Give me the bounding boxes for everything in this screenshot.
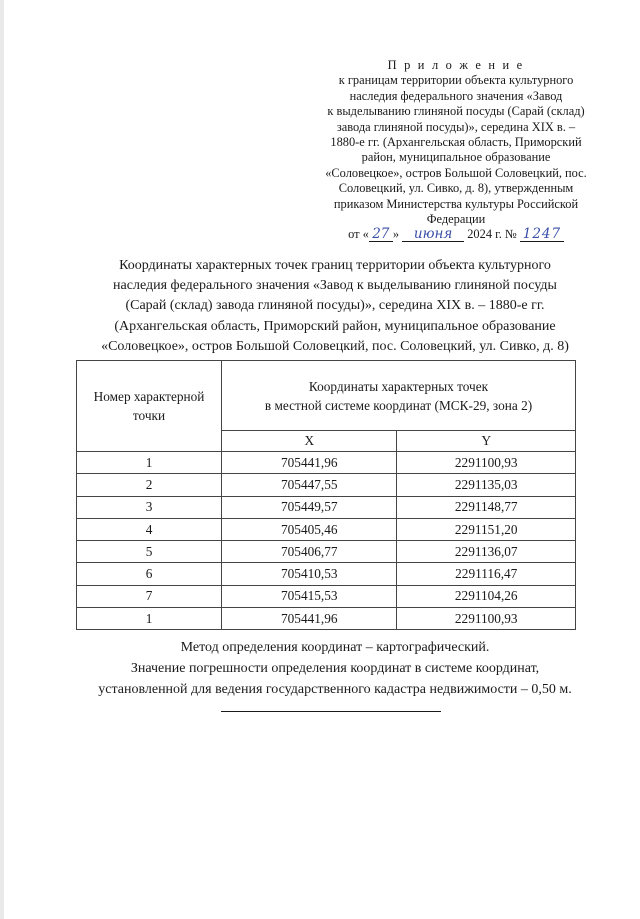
x-cell: 705441,96	[222, 608, 397, 630]
appendix-line: наследия федерального значения «Завод	[349, 88, 563, 103]
title-line: «Соловецкое», остров Большой Соловецкий, пос. Соловецкий, ул. Сивко, д. 8)	[101, 338, 569, 354]
appendix-line: «Соловецкое», остров Большой Соловецкий, пос.	[325, 165, 587, 180]
table-row	[77, 518, 576, 540]
handwritten-month: июня	[402, 227, 464, 242]
title-line: (Архангельская область, Приморский район, муниципальное образование	[114, 318, 556, 334]
point-number-cell: 4	[77, 518, 222, 540]
coordinates-header-line: в местной системе координат (МСК-29, зона 2)	[264, 397, 533, 413]
date-mid: »	[392, 227, 400, 242]
x-cell: 705415,53	[222, 585, 397, 607]
table-row	[77, 608, 576, 630]
appendix-line: к выделыванию глиняной посуды (Сарай (склад)	[327, 104, 585, 119]
point-number-cell: 5	[77, 541, 222, 563]
x-cell: 705447,55	[222, 474, 397, 496]
point-number-cell: 3	[77, 496, 222, 518]
document-title	[40, 256, 630, 357]
table-row	[77, 563, 576, 585]
coordinates-header-line: Координаты характерных точек	[308, 378, 489, 394]
end-rule	[221, 711, 441, 712]
appendix-line: 1880-е гг. (Архангельская область, Приморский	[330, 135, 582, 150]
y-cell: 2291136,07	[397, 541, 576, 563]
page-edge	[0, 0, 4, 919]
x-cell: 705410,53	[222, 563, 397, 585]
point-number-cell: 6	[77, 563, 222, 585]
point-number-cell: 7	[77, 585, 222, 607]
title-line: (Сарай (склад) завода глиняной посуды)», середина XIX в. – 1880-е гг.	[125, 298, 545, 314]
appendix-heading: П р и л о ж е н и е	[387, 58, 525, 72]
x-header: X	[222, 431, 397, 452]
accuracy-note: Значение погрешности определения координат в системе координат,	[130, 661, 540, 676]
appendix-line: Соловецкий, ул. Сивко, д. 8), утвержденным	[338, 181, 574, 196]
footer-notes	[40, 637, 630, 700]
table-row	[77, 496, 576, 518]
title-line: наследия федерального значения «Завод к выделыванию глиняной посуды	[113, 278, 557, 294]
point-number-header: Номер характерной точки	[77, 361, 222, 452]
method-note: Метод определения координат – картографический.	[180, 640, 490, 655]
point-number-cell: 1	[77, 608, 222, 630]
title-line: Координаты характерных точек границ территории объекта культурного	[119, 258, 551, 273]
x-cell: 705441,96	[222, 452, 397, 474]
table-row	[77, 452, 576, 474]
x-cell: 705449,57	[222, 496, 397, 518]
y-cell: 2291100,93	[397, 452, 576, 474]
handwritten-day: 27	[369, 227, 393, 242]
appendix-line: район, муниципальное образование	[361, 150, 551, 165]
accuracy-note: установленной для ведения государственного кадастра недвижимости – 0,50 м.	[98, 682, 572, 697]
y-cell: 2291135,03	[397, 474, 576, 496]
date-prefix: от «	[348, 227, 369, 242]
x-cell: 705405,46	[222, 518, 397, 540]
y-cell: 2291100,93	[397, 608, 576, 630]
appendix-line: Федерации	[426, 212, 486, 227]
table-row	[77, 474, 576, 496]
y-cell: 2291104,26	[397, 585, 576, 607]
appendix-line: завода глиняной посуды)», середина XIX в. –	[336, 119, 576, 134]
appendix-block	[308, 58, 604, 243]
order-date-line	[308, 227, 604, 242]
table-row	[77, 541, 576, 563]
y-header: Y	[397, 431, 576, 452]
appendix-line: к границам территории объекта культурного	[338, 73, 574, 88]
coordinates-table	[76, 360, 576, 630]
point-number-cell: 1	[77, 452, 222, 474]
y-cell: 2291151,20	[397, 518, 576, 540]
x-cell: 705406,77	[222, 541, 397, 563]
year-text: 2024 г. №	[467, 227, 517, 242]
y-cell: 2291116,47	[397, 563, 576, 585]
coordinates-header	[222, 361, 576, 431]
appendix-line: приказом Министерства культуры Российской	[333, 196, 579, 211]
table-row	[77, 585, 576, 607]
handwritten-order-number: 1247	[520, 227, 564, 242]
y-cell: 2291148,77	[397, 496, 576, 518]
point-number-cell: 2	[77, 474, 222, 496]
